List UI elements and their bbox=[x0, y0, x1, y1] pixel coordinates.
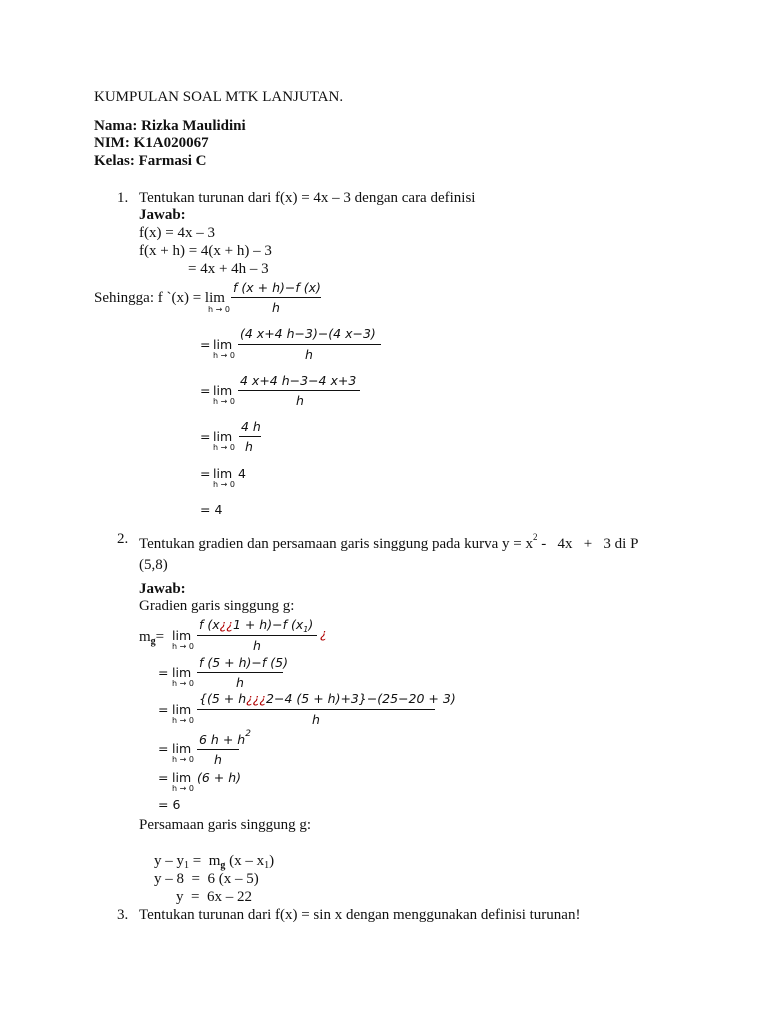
equals-sign: = bbox=[200, 466, 211, 481]
numerator-part: 2−4 (5 + h)+3}−(25−20 + 3) bbox=[266, 691, 456, 706]
q3-question: Tentukan turunan dari f(x) = sin x dengan menggunakan definisi turunan! bbox=[139, 907, 581, 923]
numerator-part: {(5 + h bbox=[199, 691, 247, 706]
q1-step1-denominator: h bbox=[272, 300, 280, 315]
q1-answer-label: Jawab: bbox=[139, 207, 186, 223]
numerator-glitch: ¿¿¿ bbox=[246, 691, 267, 706]
student-class: Kelas: Farmasi C bbox=[94, 153, 207, 169]
numerator-part: ) bbox=[308, 617, 314, 632]
q2-step4-numerator bbox=[199, 729, 251, 748]
limit-label: lim bbox=[213, 383, 233, 398]
line-part: m bbox=[208, 853, 221, 869]
line-part: (x – x bbox=[225, 853, 265, 869]
q2-step3-numerator bbox=[199, 691, 456, 706]
q1-step1-numerator: f (x + h)−f (x) bbox=[233, 280, 321, 295]
limit-sub: h → 0 bbox=[213, 351, 235, 360]
limit-sub: h → 0 bbox=[172, 784, 194, 793]
equals-sign: = bbox=[200, 337, 211, 352]
limit-label: lim bbox=[213, 466, 233, 481]
equals-sign: = bbox=[158, 665, 169, 680]
q2-step5-value: (6 + h) bbox=[197, 770, 242, 785]
numerator-exponent: 2 bbox=[245, 729, 251, 739]
q2-step2-denominator: h bbox=[236, 675, 244, 690]
q1-step3-numerator: 4 x+4 h−3−4 x+3 bbox=[240, 373, 357, 388]
limit-sub: h → 0 bbox=[213, 480, 235, 489]
fraction-bar bbox=[197, 749, 239, 750]
m-symbol: m bbox=[139, 629, 151, 645]
q1-sehingga: Sehingga: f `(x) = lim bbox=[94, 290, 225, 306]
limit-sub: h → 0 bbox=[213, 397, 235, 406]
limit-sub: h → 0 bbox=[172, 716, 194, 725]
q2-step1-trailing-glitch: ¿ bbox=[320, 626, 327, 641]
document-title: KUMPULAN SOAL MTK LANJUTAN. bbox=[94, 89, 344, 105]
limit-sub: h → 0 bbox=[172, 679, 194, 688]
q2-step4-denominator: h bbox=[214, 752, 222, 767]
limit-label: lim bbox=[172, 702, 192, 717]
equals-sign: = bbox=[200, 383, 211, 398]
q2-step1-numerator bbox=[199, 617, 313, 632]
line-subscript: 1 bbox=[184, 860, 189, 871]
q1-limit-sub: h → 0 bbox=[208, 305, 230, 314]
line-part: ) bbox=[269, 853, 275, 869]
q1-step4-numerator: 4 h bbox=[241, 419, 261, 434]
q2-step2-numerator: f (5 + h)−f (5) bbox=[199, 655, 288, 670]
limit-label: lim bbox=[172, 741, 192, 756]
equals-sign: = bbox=[155, 629, 165, 645]
limit-sub: h → 0 bbox=[213, 443, 235, 452]
fraction-bar bbox=[239, 436, 261, 437]
line-part: y – 8 bbox=[154, 871, 184, 887]
numerator-glitch: ¿¿ bbox=[219, 617, 233, 632]
limit-label: lim bbox=[213, 337, 233, 352]
numerator-part: 6 h + h bbox=[199, 732, 246, 748]
q2-result: = 6 bbox=[158, 797, 181, 812]
q2-question-text-b: - 4x + 3 di P bbox=[537, 536, 639, 552]
q1-line-2: f(x + h) = 4(x + h) – 3 bbox=[139, 243, 272, 259]
equals-sign: = bbox=[158, 770, 169, 785]
line-part: 6 (x – 5) bbox=[207, 871, 259, 887]
q2-step3-denominator: h bbox=[312, 712, 320, 727]
limit-label: lim bbox=[172, 665, 192, 680]
line-part: = bbox=[183, 889, 207, 905]
q2-number: 2. bbox=[117, 531, 129, 547]
line-subscript: 1 bbox=[264, 860, 270, 871]
equals-sign: = bbox=[158, 741, 169, 756]
line-part: = bbox=[184, 871, 208, 887]
limit-sub: h → 0 bbox=[172, 755, 194, 764]
limit-label: lim bbox=[172, 770, 192, 785]
limit-sub: h → 0 bbox=[172, 642, 194, 651]
numerator-part: f (x bbox=[199, 617, 220, 632]
q1-number: 1. bbox=[117, 190, 129, 206]
q2-question bbox=[139, 530, 638, 553]
q1-step3-denominator: h bbox=[296, 393, 304, 408]
q2-point: (5,8) bbox=[139, 557, 168, 573]
equals-sign: = bbox=[200, 429, 211, 444]
line-part: = bbox=[189, 853, 209, 869]
q1-step2-denominator: h bbox=[305, 347, 313, 362]
line-part: 6x – 22 bbox=[206, 889, 252, 905]
q1-question: Tentukan turunan dari f(x) = 4x – 3 dengan cara definisi bbox=[139, 190, 476, 206]
fraction-bar bbox=[231, 297, 321, 298]
fraction-bar bbox=[238, 390, 360, 391]
q1-step4-denominator: h bbox=[245, 439, 253, 454]
line-part: y bbox=[176, 889, 184, 905]
line-subscript: g bbox=[220, 860, 226, 871]
q2-tangent-label: Persamaan garis singgung g: bbox=[139, 817, 312, 833]
student-nim: NIM: K1A020067 bbox=[94, 135, 209, 151]
q2-question-exponent: 2 bbox=[532, 532, 538, 542]
fraction-bar bbox=[197, 672, 283, 673]
q3-number: 3. bbox=[117, 907, 129, 923]
fraction-bar bbox=[197, 709, 435, 710]
fraction-bar bbox=[238, 344, 381, 345]
m-subscript: g bbox=[150, 636, 156, 647]
limit-label: lim bbox=[172, 628, 192, 643]
equals-sign: = bbox=[158, 702, 169, 717]
q2-gradien-label: Gradien garis singgung g: bbox=[139, 598, 295, 614]
q2-m-label bbox=[139, 628, 164, 648]
line-part: y – y bbox=[154, 853, 184, 869]
fraction-bar bbox=[197, 635, 317, 636]
q1-line-1: f(x) = 4x – 3 bbox=[139, 225, 215, 241]
numerator-subscript: 1 bbox=[303, 625, 309, 634]
q1-line-3: = 4x + 4h – 3 bbox=[188, 261, 269, 277]
q1-step5-value: 4 bbox=[238, 466, 246, 481]
numerator-part: 1 + h)−f (x bbox=[232, 617, 304, 632]
limit-label: lim bbox=[213, 429, 233, 444]
q2-question-text-a: Tentukan gradien dan persamaan garis singgung pada kurva y = x bbox=[139, 536, 533, 552]
student-name: Nama: Rizka Maulidini bbox=[94, 118, 246, 134]
q2-step1-denominator: h bbox=[253, 638, 261, 653]
q1-result: = 4 bbox=[200, 502, 223, 517]
q2-answer-label: Jawab: bbox=[139, 581, 186, 597]
q1-step2-numerator: (4 x+4 h−3)−(4 x−3) bbox=[240, 326, 376, 341]
